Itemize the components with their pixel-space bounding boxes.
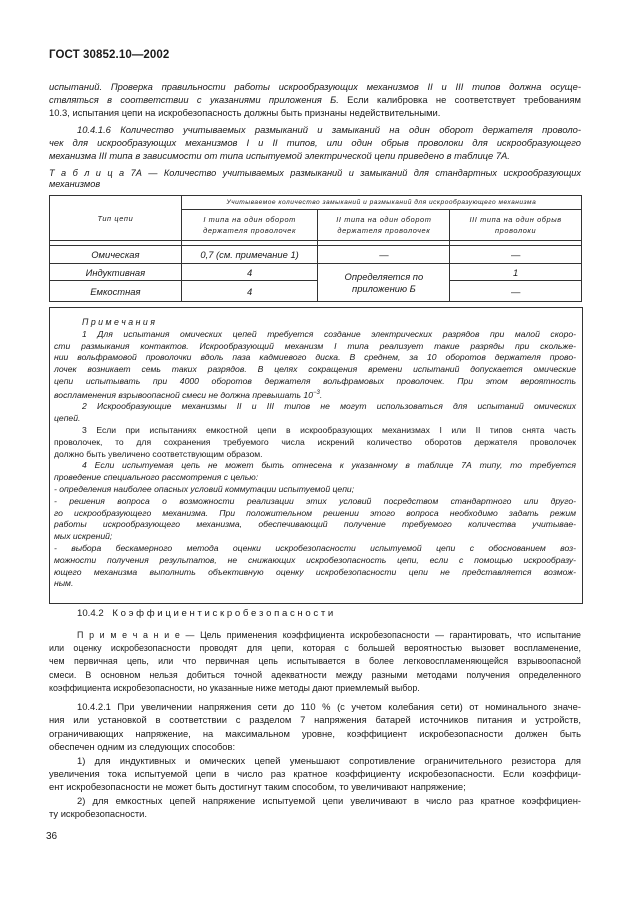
clause-10416-line-3: механизма III типа в зависимости от типа испытуемой электрической цепи приведено в таблице 7А.	[49, 150, 510, 161]
note-3-line-1: 3 Если при испытаниях емкостной цепи в искрообразующих механизмах I или II типов снята часть	[82, 425, 576, 436]
note-1042-line-5: коэффициента искробезопасности, но указанные ниже методы дают приемлемый выбор.	[49, 682, 420, 693]
document-code: ГОСТ 30852.10—2002	[49, 49, 170, 61]
note-4-line-7: мых искрений;	[54, 531, 113, 542]
note-1042-line-4: смеси. В основном нельзя добиться точной адекватности между разными методами получения определенного	[49, 669, 581, 680]
col-header-type-2-line-1: II типа на один оборот	[336, 215, 432, 224]
merged-c2-cell	[318, 264, 450, 302]
row-omic-c1: 0,7 (см. примечание 1)	[181, 246, 318, 264]
section-1042-heading	[77, 608, 333, 619]
note-1-line-4: лочек возникает семь таких разрядов. В целях сокращения времени испытаний допускается омические	[54, 364, 576, 375]
table-caption-line-2: механизмов	[49, 179, 101, 189]
row-inductive-c1: 4	[181, 264, 318, 281]
clause-10421-line-4: обеспечен одним из следующих способов:	[49, 741, 236, 753]
table-7a	[49, 195, 582, 302]
note-1-line-6-text: воспламенения взрывоопасной смеси не должна превышать 10	[54, 389, 313, 400]
intro-line-2-italic: ствляться в соответствии с указаниями приложения Б.	[49, 94, 339, 105]
note-4-line-8: - выбора бескамерного метода оценки искробезопасности испытуемой цепи с обоснованием воз-	[54, 543, 576, 553]
col-header-type-1-line-1: I типа на один оборот	[203, 215, 296, 224]
col-header-type-3	[450, 210, 582, 241]
notes-title: П р и м е ч а н и я	[82, 317, 155, 327]
clause-10416-line-2: чек для искрообразующих механизмов I и II типов, или один обрыв проволоки для искрообразующего	[49, 137, 581, 148]
item-2-line-1: 2) для емкостных цепей напряжение испытуемой цепи увеличивают в число раз кратное коэффициен-	[77, 794, 581, 806]
item-1-line-2: увеличения тока испытуемой цепи в число раз кратное коэффициенту искробезопасности. Если коэффици-	[49, 768, 581, 780]
col-header-type-1	[181, 210, 318, 241]
note-1-line-1: 1 Для испытания омических цепей требуется создание электрических разрядов при малой скоро-	[82, 328, 576, 339]
clause-10421	[49, 700, 581, 821]
note-4-line-10: ющего механизма выполнить объективную оценку искробезопасности цепи не представляется возмож-	[54, 566, 576, 577]
row-capacitive-c3: —	[450, 281, 582, 302]
col-header-group: Учитываемое количество замыканий и размыканий для искрообразующего механизма	[181, 196, 581, 210]
col-header-type-2-line-2: держателя проволочек	[337, 226, 431, 235]
note-4-line-3: - определения наиболее опасных условий коммутации испытуемой цепи;	[54, 484, 355, 495]
row-omic-c2: —	[318, 246, 450, 264]
clause-10421-line-1: 10.4.2.1 При увеличении напряжения сети до 110 % (с учетом колебания сети) от номинального значе-	[77, 701, 581, 712]
row-type-omic: Омическая	[50, 246, 182, 264]
note-1042-line-1: П р и м е ч а н и е — Цель применения коэффициента искробезопасности — гарантировать, что испытание	[77, 630, 581, 640]
page-number: 36	[46, 831, 58, 842]
row-inductive-c3: 1	[450, 264, 582, 281]
row-type-inductive: Индуктивная	[50, 264, 182, 281]
col-header-type-3-line-2: проволоки	[495, 226, 537, 235]
note-2-line-1: 2 Искрообразующие механизмы II и III типов не могут использоваться для испытаний омических	[82, 401, 576, 412]
merged-c2-line-1: Определяется по	[344, 270, 424, 282]
table-row	[50, 246, 582, 264]
note-4-line-9: можности получения результатов, не снижающих искробезопасность цепи, если с помощью искрообразу-	[54, 554, 576, 565]
clause-10416	[49, 123, 581, 162]
table-caption-line-1: Т а б л и ц а 7А — Количество учитываемых размыканий и замыканий для стандартных искрообразующих	[49, 168, 581, 178]
note-1-line-2: сти размыкания контактов. Искрообразующий механизм I типа реализует такие разряды при скольже-	[54, 340, 576, 351]
col-header-type-1-line-2: держателя проволочек	[203, 226, 297, 235]
table-caption	[49, 168, 581, 190]
note-1042-line-2: или оценку искробезопасности проводят для цепи, которая с большей вероятностью вызовет воспламенение,	[49, 643, 581, 654]
note-3-line-2: проволочек, то для сохранения требуемого числа искрений количество оборотов держателя проволочек	[54, 436, 576, 447]
note-1042-line-3: чем первичная цепь, или что первичная цепь испытывается в более легковоспламеняющейся взрывоопасной	[49, 656, 581, 667]
col-header-type-3-line-1: III типа на один обрыв	[469, 215, 562, 224]
intro-line-1: испытаний. Проверка правильности работы искрообразующих механизмов II и III типов должна осуще-	[49, 81, 581, 92]
note-1-end: .	[319, 389, 323, 400]
row-omic-c3: —	[450, 246, 582, 264]
note-4-line-2: проведение специального рассмотрения с целью:	[54, 472, 259, 483]
item-2-line-2: ту искробезопасности.	[49, 808, 148, 820]
note-4-line-6: работы искрообразующего механизма, обеспечивающий получение требуемого количества учитывае-	[54, 519, 576, 530]
clause-10421-line-3: ограничивающих напряжение, на максимальном уровне, коэффициент искробезопасности должен быть	[49, 727, 581, 739]
section-1042-number: 10.4.2	[77, 608, 104, 619]
merged-c2-line-2: приложению Б	[352, 282, 416, 294]
col-header-type: Тип цепи	[50, 196, 182, 241]
note-4-line-4: - решения вопроса о возможности реализации этих условий посредством стандартного или друго-	[54, 495, 576, 506]
table-row	[50, 281, 582, 302]
section-1042-title: К о э ф ф и ц и е н т и с к р о б е з о п а с н о с т и	[112, 608, 334, 619]
note-4-line-5: го искрообразующего механизма. При положительном решении этого вопроса необходимо задать режим	[54, 507, 576, 518]
note-2-line-2: цепей.	[54, 413, 81, 424]
note-1042	[49, 629, 581, 695]
intro-line-2	[49, 93, 581, 106]
note-4-line-11: ным.	[54, 578, 74, 589]
note-1-line-6	[54, 388, 576, 402]
note-3-line-3: должно быть увеличено соответствующим образом.	[54, 448, 263, 459]
note-1-line-3: нии вольфрамовой проволочки вдоль паза кадмиевого диска. В среднем, за 10 оборотов держателя прово-	[54, 352, 576, 363]
note-4-line-1: 4 Если испытуемая цепь не может быть отнесена к указанному в таблице 7А типу, то требуется	[82, 460, 576, 471]
row-type-capacitive: Емкостная	[50, 281, 182, 302]
intro-line-2-regular: Если калибровка не соответствует требованиям	[338, 94, 581, 105]
col-header-type-2	[318, 210, 450, 241]
item-1-line-1: 1) для индуктивных и омических цепей уменьшают сопротивление ограничительного резистора для	[77, 754, 581, 766]
intro-line-3: 10.3, испытания цепи на искробезопасность должны быть признаны недействительными.	[49, 107, 441, 118]
clause-10416-line-1: 10.4.1.6 Количество учитываемых размыканий и замыканий на один оборот держателя проволо-	[77, 124, 581, 135]
table-row	[50, 264, 582, 281]
note-1-line-5: цепи испытывать при 4000 оборотов держателя вольфрамовых проволочек. При этом вероятность	[54, 375, 576, 386]
clause-10421-line-2: ния или установкой в соответствии с разделом 7 напряжения батарей источников питания и устройств,	[49, 714, 581, 726]
row-capacitive-c1: 4	[181, 281, 318, 302]
item-1-line-3: ент искробезопасности не может быть достигнут таким способом, то увеличивают напряжение;	[49, 781, 466, 793]
intro-paragraph	[49, 80, 581, 119]
note-1-exponent: −3	[313, 389, 320, 396]
notes	[54, 317, 576, 590]
